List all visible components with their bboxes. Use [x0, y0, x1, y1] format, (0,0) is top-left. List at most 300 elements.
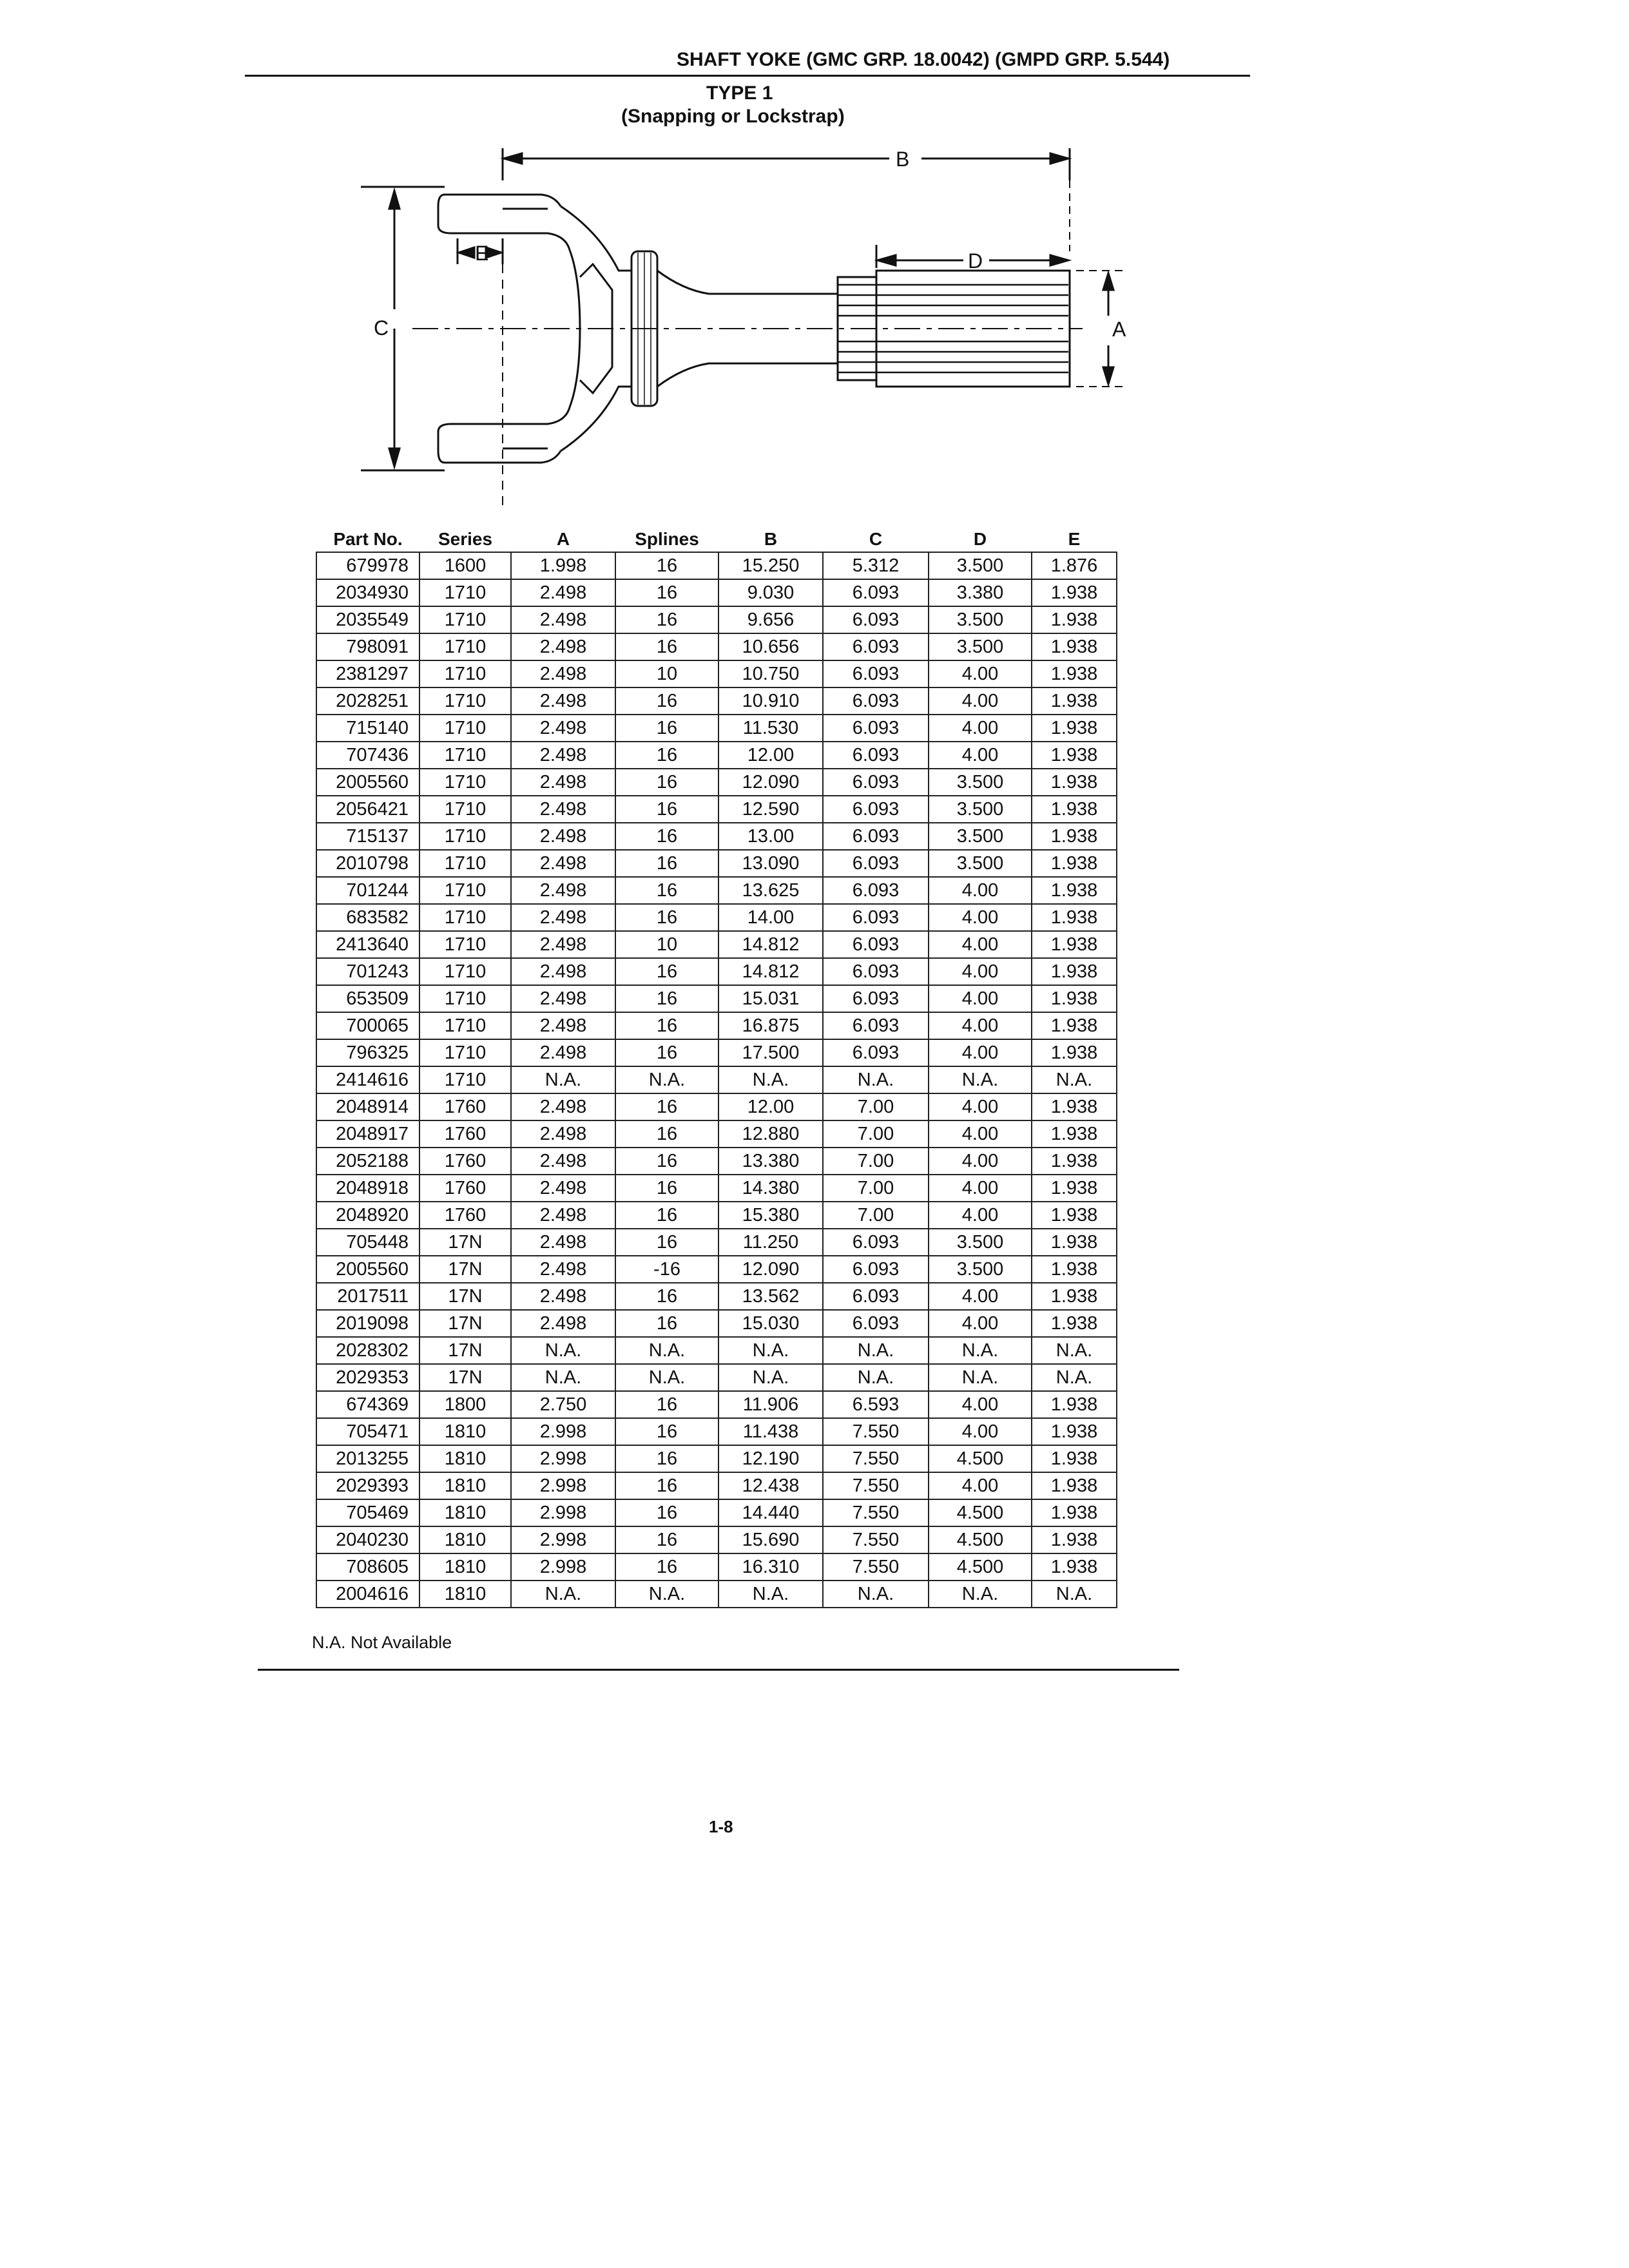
cell-e: 1.938	[1032, 985, 1117, 1012]
footnote: N.A. Not Available	[312, 1633, 452, 1652]
cell-a: 2.498	[511, 958, 615, 985]
cell-c: 6.093	[823, 1012, 929, 1039]
cell-d: 3.500	[929, 850, 1032, 877]
cell-b: 14.812	[718, 958, 823, 985]
cell-d: N.A.	[929, 1581, 1032, 1608]
cell-e: 1.938	[1032, 1283, 1117, 1310]
table-row	[316, 1445, 1117, 1472]
cell-b: 9.656	[718, 606, 823, 633]
cell-e: 1.938	[1032, 931, 1117, 958]
cell-a: 2.498	[511, 1120, 615, 1148]
cell-part-no: 2056421	[316, 796, 419, 823]
cell-e: 1.938	[1032, 742, 1117, 769]
cell-a: 2.498	[511, 1175, 615, 1202]
cell-c: 7.550	[823, 1472, 929, 1499]
cell-part-no: 2029353	[316, 1364, 419, 1391]
cell-c: 6.093	[823, 1283, 929, 1310]
cell-e: 1.938	[1032, 823, 1117, 850]
table-row	[316, 1418, 1117, 1445]
cell-splines: 16	[615, 552, 718, 579]
cell-splines: N.A.	[615, 1337, 718, 1364]
cell-splines: 16	[615, 1283, 718, 1310]
cell-splines: 16	[615, 796, 718, 823]
cell-series: 1710	[419, 579, 511, 606]
cell-c: 7.550	[823, 1418, 929, 1445]
cell-splines: 10	[615, 660, 718, 687]
cell-a: 2.498	[511, 823, 615, 850]
cell-d: 4.00	[929, 904, 1032, 931]
cell-splines: 16	[615, 1229, 718, 1256]
cell-b: 12.090	[718, 1256, 823, 1283]
cell-part-no: 708605	[316, 1553, 419, 1581]
cell-e: 1.938	[1032, 958, 1117, 985]
cell-a: 2.498	[511, 769, 615, 796]
cell-c: 6.093	[823, 877, 929, 904]
cell-b: 13.562	[718, 1283, 823, 1310]
cell-splines: 16	[615, 1039, 718, 1066]
cell-a: 2.498	[511, 1148, 615, 1175]
column-header-a: A	[556, 529, 570, 549]
cell-splines: 16	[615, 1310, 718, 1337]
cell-a: 2.498	[511, 1202, 615, 1229]
cell-d: 3.500	[929, 823, 1032, 850]
cell-c: 6.093	[823, 742, 929, 769]
cell-a: 2.498	[511, 931, 615, 958]
cell-b: 11.250	[718, 1229, 823, 1256]
cell-d: 3.500	[929, 606, 1032, 633]
cell-part-no: 674369	[316, 1391, 419, 1418]
cell-d: 4.00	[929, 1472, 1032, 1499]
cell-splines: 16	[615, 715, 718, 742]
table-row	[316, 552, 1117, 579]
cell-splines: N.A.	[615, 1066, 718, 1093]
cell-e: 1.938	[1032, 1553, 1117, 1581]
table-row	[316, 931, 1117, 958]
cell-splines: N.A.	[615, 1581, 718, 1608]
cell-e: N.A.	[1032, 1364, 1117, 1391]
dimension-label-a: A	[1112, 318, 1126, 341]
cell-b: 16.875	[718, 1012, 823, 1039]
cell-b: 15.031	[718, 985, 823, 1012]
cell-splines: N.A.	[615, 1364, 718, 1391]
cell-a: N.A.	[511, 1581, 615, 1608]
cell-e: 1.938	[1032, 1391, 1117, 1418]
cell-c: 6.093	[823, 1039, 929, 1066]
cell-e: 1.938	[1032, 850, 1117, 877]
table-row	[316, 796, 1117, 823]
cell-splines: 16	[615, 1526, 718, 1553]
cell-d: 4.00	[929, 1418, 1032, 1445]
cell-b: 14.440	[718, 1499, 823, 1526]
cell-d: 3.500	[929, 552, 1032, 579]
cell-series: 1710	[419, 958, 511, 985]
cell-series: 1760	[419, 1175, 511, 1202]
table-row	[316, 1120, 1117, 1148]
cell-b: 13.00	[718, 823, 823, 850]
cell-e: 1.938	[1032, 1175, 1117, 1202]
cell-b: 10.910	[718, 687, 823, 715]
cell-a: 2.498	[511, 904, 615, 931]
column-header-c: C	[869, 529, 883, 549]
cell-e: 1.938	[1032, 796, 1117, 823]
cell-a: 2.498	[511, 1283, 615, 1310]
cell-part-no: 2048914	[316, 1093, 419, 1120]
cell-a: 2.998	[511, 1418, 615, 1445]
cell-part-no: 2048920	[316, 1202, 419, 1229]
cell-splines: 10	[615, 931, 718, 958]
cell-d: 4.00	[929, 1093, 1032, 1120]
cell-part-no: 679978	[316, 552, 419, 579]
cell-part-no: 2013255	[316, 1445, 419, 1472]
column-header-part-no: Part No.	[333, 529, 403, 549]
cell-a: 2.498	[511, 1039, 615, 1066]
cell-a: N.A.	[511, 1364, 615, 1391]
cell-e: N.A.	[1032, 1066, 1117, 1093]
cell-series: 1710	[419, 1012, 511, 1039]
cell-d: 4.00	[929, 742, 1032, 769]
cell-series: 17N	[419, 1283, 511, 1310]
cell-series: 1710	[419, 633, 511, 660]
cell-part-no: 715140	[316, 715, 419, 742]
cell-series: 17N	[419, 1337, 511, 1364]
cell-c: 6.093	[823, 1256, 929, 1283]
cell-part-no: 701243	[316, 958, 419, 985]
table-row	[316, 1256, 1117, 1283]
cell-c: 6.093	[823, 796, 929, 823]
cell-c: 6.093	[823, 958, 929, 985]
dimension-label-c: C	[374, 316, 389, 340]
cell-e: N.A.	[1032, 1337, 1117, 1364]
cell-series: 1710	[419, 931, 511, 958]
cell-a: N.A.	[511, 1066, 615, 1093]
cell-e: 1.938	[1032, 1202, 1117, 1229]
cell-c: 6.093	[823, 1310, 929, 1337]
cell-e: 1.938	[1032, 1418, 1117, 1445]
table-row	[316, 958, 1117, 985]
cell-part-no: 2381297	[316, 660, 419, 687]
cell-splines: 16	[615, 1093, 718, 1120]
cell-b: 15.030	[718, 1310, 823, 1337]
cell-series: 1710	[419, 715, 511, 742]
cell-b: 13.380	[718, 1148, 823, 1175]
cell-c: 7.00	[823, 1120, 929, 1148]
table-row	[316, 633, 1117, 660]
cell-series: 1710	[419, 606, 511, 633]
cell-splines: 16	[615, 633, 718, 660]
cell-part-no: 2017511	[316, 1283, 419, 1310]
table-row	[316, 1175, 1117, 1202]
cell-a: N.A.	[511, 1337, 615, 1364]
cell-b: 15.380	[718, 1202, 823, 1229]
cell-b: 11.906	[718, 1391, 823, 1418]
cell-d: 3.380	[929, 579, 1032, 606]
cell-a: 2.498	[511, 742, 615, 769]
cell-e: 1.938	[1032, 877, 1117, 904]
dimension-label-b: B	[896, 148, 910, 171]
table-row	[316, 823, 1117, 850]
cell-e: 1.876	[1032, 552, 1117, 579]
cell-e: 1.938	[1032, 1120, 1117, 1148]
cell-part-no: 2034930	[316, 579, 419, 606]
cell-part-no: 2035549	[316, 606, 419, 633]
cell-d: 4.00	[929, 1283, 1032, 1310]
cell-splines: 16	[615, 904, 718, 931]
cell-series: 1710	[419, 823, 511, 850]
cell-c: 7.550	[823, 1445, 929, 1472]
cell-a: 2.998	[511, 1472, 615, 1499]
cell-series: 1800	[419, 1391, 511, 1418]
cell-splines: -16	[615, 1256, 718, 1283]
cell-series: 17N	[419, 1229, 511, 1256]
cell-a: 2.498	[511, 606, 615, 633]
cell-a: 2.498	[511, 1256, 615, 1283]
cell-series: 1710	[419, 904, 511, 931]
cell-a: 2.498	[511, 633, 615, 660]
cell-e: 1.938	[1032, 904, 1117, 931]
cell-part-no: 2052188	[316, 1148, 419, 1175]
cell-series: 1810	[419, 1581, 511, 1608]
cell-part-no: 705471	[316, 1418, 419, 1445]
cell-splines: 16	[615, 1120, 718, 1148]
cell-part-no: 2005560	[316, 769, 419, 796]
cell-a: 2.498	[511, 1229, 615, 1256]
cell-series: 1710	[419, 687, 511, 715]
cell-d: 4.500	[929, 1526, 1032, 1553]
cell-d: 3.500	[929, 796, 1032, 823]
table-row	[316, 1310, 1117, 1337]
cell-b: N.A.	[718, 1364, 823, 1391]
cell-a: 2.498	[511, 1093, 615, 1120]
cell-c: 6.093	[823, 904, 929, 931]
cell-e: N.A.	[1032, 1581, 1117, 1608]
cell-series: 1810	[419, 1526, 511, 1553]
cell-series: 1810	[419, 1445, 511, 1472]
cell-a: 2.498	[511, 687, 615, 715]
cell-b: 12.438	[718, 1472, 823, 1499]
cell-c: 6.093	[823, 579, 929, 606]
cell-c: N.A.	[823, 1364, 929, 1391]
cell-series: 17N	[419, 1256, 511, 1283]
cell-splines: 16	[615, 1012, 718, 1039]
cell-a: 2.750	[511, 1391, 615, 1418]
cell-a: 2.498	[511, 715, 615, 742]
cell-part-no: 796325	[316, 1039, 419, 1066]
cell-e: 1.938	[1032, 1526, 1117, 1553]
table-row	[316, 715, 1117, 742]
cell-c: N.A.	[823, 1581, 929, 1608]
cell-b: 12.090	[718, 769, 823, 796]
cell-c: 6.093	[823, 769, 929, 796]
cell-b: 11.438	[718, 1418, 823, 1445]
cell-series: 1710	[419, 796, 511, 823]
cell-series: 1760	[419, 1093, 511, 1120]
cell-part-no: 2028251	[316, 687, 419, 715]
table-row	[316, 985, 1117, 1012]
cell-series: 1710	[419, 742, 511, 769]
cell-d: 4.00	[929, 1039, 1032, 1066]
table-row	[316, 606, 1117, 633]
cell-series: 1710	[419, 985, 511, 1012]
table-row	[316, 769, 1117, 796]
cell-b: 14.812	[718, 931, 823, 958]
parts-table	[316, 528, 1117, 1608]
cell-series: 1710	[419, 1066, 511, 1093]
cell-series: 1710	[419, 1039, 511, 1066]
cell-c: 6.093	[823, 715, 929, 742]
cell-splines: 16	[615, 1391, 718, 1418]
cell-d: 4.00	[929, 687, 1032, 715]
cell-c: 6.093	[823, 850, 929, 877]
table-header-row	[316, 528, 1117, 552]
cell-b: N.A.	[718, 1581, 823, 1608]
cell-e: 1.938	[1032, 633, 1117, 660]
page-number: 1-8	[709, 1817, 733, 1836]
cell-b: 15.690	[718, 1526, 823, 1553]
cell-a: 2.998	[511, 1499, 615, 1526]
cell-d: 4.00	[929, 931, 1032, 958]
table-row	[316, 1093, 1117, 1120]
cell-e: 1.938	[1032, 715, 1117, 742]
cell-series: 17N	[419, 1310, 511, 1337]
cell-e: 1.938	[1032, 1256, 1117, 1283]
cell-part-no: 705448	[316, 1229, 419, 1256]
cell-d: 3.500	[929, 1229, 1032, 1256]
cell-splines: 16	[615, 1445, 718, 1472]
cell-splines: 16	[615, 742, 718, 769]
table-row	[316, 877, 1117, 904]
cell-splines: 16	[615, 850, 718, 877]
cell-series: 1810	[419, 1553, 511, 1581]
cell-b: 14.380	[718, 1175, 823, 1202]
cell-d: N.A.	[929, 1066, 1032, 1093]
cell-c: 6.093	[823, 606, 929, 633]
cell-d: 4.00	[929, 1310, 1032, 1337]
table-row	[316, 1337, 1117, 1364]
cell-b: N.A.	[718, 1066, 823, 1093]
cell-a: 2.998	[511, 1526, 615, 1553]
cell-d: 3.500	[929, 1256, 1032, 1283]
table-row	[316, 1472, 1117, 1499]
cell-d: 4.00	[929, 1202, 1032, 1229]
cell-d: 4.00	[929, 1120, 1032, 1148]
cell-series: 17N	[419, 1364, 511, 1391]
cell-e: 1.938	[1032, 660, 1117, 687]
cell-e: 1.938	[1032, 579, 1117, 606]
cell-part-no: 2413640	[316, 931, 419, 958]
cell-a: 2.498	[511, 1012, 615, 1039]
cell-part-no: 2019098	[316, 1310, 419, 1337]
cell-e: 1.938	[1032, 1445, 1117, 1472]
cell-d: N.A.	[929, 1364, 1032, 1391]
cell-a: 2.498	[511, 796, 615, 823]
table-row	[316, 1229, 1117, 1256]
cell-e: 1.938	[1032, 1229, 1117, 1256]
cell-d: 4.00	[929, 715, 1032, 742]
cell-c: 6.093	[823, 985, 929, 1012]
cell-a: 2.498	[511, 850, 615, 877]
cell-e: 1.938	[1032, 1472, 1117, 1499]
table-row	[316, 1148, 1117, 1175]
cell-series: 1760	[419, 1148, 511, 1175]
table-row	[316, 1581, 1117, 1608]
cell-series: 1810	[419, 1418, 511, 1445]
table-row	[316, 1039, 1117, 1066]
cell-b: 16.310	[718, 1553, 823, 1581]
cell-splines: 16	[615, 823, 718, 850]
type-description: (Snapping or Lockstrap)	[621, 106, 845, 127]
cell-e: 1.938	[1032, 1310, 1117, 1337]
cell-a: 1.998	[511, 552, 615, 579]
cell-e: 1.938	[1032, 769, 1117, 796]
table-row	[316, 1283, 1117, 1310]
cell-part-no: 653509	[316, 985, 419, 1012]
cell-c: 6.093	[823, 931, 929, 958]
cell-e: 1.938	[1032, 1012, 1117, 1039]
table-row	[316, 742, 1117, 769]
table-row	[316, 579, 1117, 606]
cell-c: 6.593	[823, 1391, 929, 1418]
cell-series: 1760	[419, 1202, 511, 1229]
cell-e: 1.938	[1032, 606, 1117, 633]
cell-d: 4.00	[929, 1012, 1032, 1039]
cell-b: 17.500	[718, 1039, 823, 1066]
cell-b: 12.00	[718, 742, 823, 769]
cell-c: 6.093	[823, 687, 929, 715]
cell-part-no: 2048917	[316, 1120, 419, 1148]
cell-c: 6.093	[823, 633, 929, 660]
cell-series: 1600	[419, 552, 511, 579]
cell-b: 11.530	[718, 715, 823, 742]
cell-part-no: 2414616	[316, 1066, 419, 1093]
cell-e: 1.938	[1032, 1039, 1117, 1066]
cell-part-no: 2028302	[316, 1337, 419, 1364]
cell-d: 4.00	[929, 1148, 1032, 1175]
cell-series: 1810	[419, 1499, 511, 1526]
cell-e: 1.938	[1032, 1148, 1117, 1175]
cell-splines: 16	[615, 1553, 718, 1581]
type-subtitle: TYPE 1	[706, 82, 773, 104]
cell-a: 2.998	[511, 1553, 615, 1581]
cell-part-no: 2029393	[316, 1472, 419, 1499]
cell-part-no: 798091	[316, 633, 419, 660]
cell-a: 2.998	[511, 1445, 615, 1472]
cell-splines: 16	[615, 579, 718, 606]
cell-series: 1710	[419, 660, 511, 687]
cell-splines: 16	[615, 1175, 718, 1202]
dimension-label-e: E	[475, 242, 489, 265]
cell-c: 7.00	[823, 1175, 929, 1202]
cell-a: 2.498	[511, 877, 615, 904]
cell-part-no: 707436	[316, 742, 419, 769]
cell-a: 2.498	[511, 579, 615, 606]
parts-table-body	[316, 552, 1117, 1608]
table-row	[316, 904, 1117, 931]
cell-c: N.A.	[823, 1066, 929, 1093]
cell-d: 4.00	[929, 1391, 1032, 1418]
table-row	[316, 1202, 1117, 1229]
column-header-series: Series	[438, 529, 493, 549]
cell-d: 3.500	[929, 633, 1032, 660]
cell-b: 14.00	[718, 904, 823, 931]
cell-c: 5.312	[823, 552, 929, 579]
table-row	[316, 660, 1117, 687]
cell-a: 2.498	[511, 985, 615, 1012]
cell-e: 1.938	[1032, 1499, 1117, 1526]
footer-rule	[258, 1669, 1179, 1671]
cell-splines: 16	[615, 687, 718, 715]
cell-series: 1760	[419, 1120, 511, 1148]
table-row	[316, 850, 1117, 877]
